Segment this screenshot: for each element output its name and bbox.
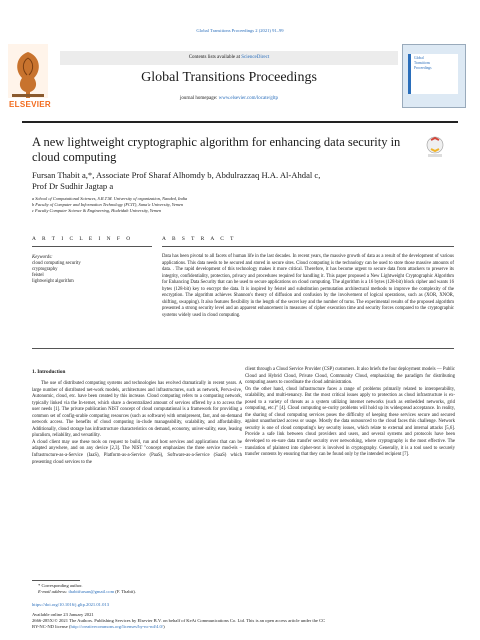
copyright-line: 2666-285X/© 2021 The Authors. Publishing Services by Elsevier B.V. on behalf of KeAi Communications Co. Ltd. This is an open access article under the CC — [32, 618, 326, 623]
affiliation: a School of Computational Sciences, S.R.T.M. University of organization, Nanded, India — [32, 196, 188, 201]
affiliation: c Faculty Computer Science & Engineering, Hodeidah University, Yemen — [32, 208, 162, 213]
journal-cover-title — [408, 54, 458, 94]
abstract-heading: A B S T R A C T — [162, 236, 236, 242]
license-link[interactable]: http://creativecommons.org/licenses/by-nc-nd/4.0/ — [70, 624, 164, 629]
journal-title: Global Transitions Proceedings — [141, 70, 317, 85]
intro-right-column: client through a Cloud Service Provider (CSP) customers. It also briefs the four deployment models — Public Cloud and Hybrid Cloud, Private Cloud, Community Cloud, emphasizing the paradigm for distributing computing assets to coordinate the cloud administration. On the other hand, cloud infrastructure faces a range of problems primarily related to interoperability, scalability, and multi-tenancy. But the most critical issues apply to protection as cloud infrastructure is ex-posed to a variety of threats as a system utilizing internet networks (such as embedded networks, grid computing, etc.)" [4]. Cloud computing se-curity problems will hold up its widespread acceptance. In reality, the sharing of cloud computing services poses the difficulty of keeping these services secure and secured against unauthorized access or usage. Mostly the data outsourced to the cloud faces this challenge. Network security is one of cloud computing's key security issues, which relate to external and internal attacks [5,6]. Provide a safe link between cloud providers and users, and several systems and protocols have been developed to en-sure data transfer security over networking, where cryptography is the most effective. The translation of plaintext into cipher-text is involved in cryptography. Generally, it is a tool used to securely transfer contents by ensuring that they can be found only by the intended recipient [7]. — [245, 367, 455, 458]
email-suffix: (F. Thabit). — [114, 589, 136, 594]
available-online: Available online 23 January 2021 — [32, 612, 94, 617]
doi-link[interactable]: https://doi.org/10.1016/j.gltp.2021.01.013 — [32, 602, 109, 607]
homepage-prefix: journal homepage: — [180, 96, 219, 101]
journal-citation[interactable]: Global Transitions Proceedings 2 (2021) 91–99 — [196, 28, 284, 33]
license-line — [32, 624, 165, 630]
email-link[interactable]: thabitfursan@gmail.com — [68, 589, 115, 594]
sciencedirect-link[interactable]: ScienceDirect — [241, 55, 270, 60]
author-list — [32, 170, 432, 192]
authors-line: Prof Dr Sudhir Jagtap a — [32, 181, 114, 191]
abstract-end-rule — [32, 348, 454, 349]
homepage-link[interactable]: www.elsevier.com/locate/gltp — [218, 96, 278, 101]
elsevier-wordmark: ELSEVIER — [9, 100, 51, 109]
article-info-heading: A R T I C L E I N F O — [32, 236, 133, 242]
intro-left-column: The use of distributed computing systems and technologies has evolved dramatically in recent years. A large number of distributed net-work models, architectures and infrastructures, such as network, Perva-sive, Autonomic, cloud, etc. have been created by this increase. Cloud computing refers to a computing network, typically linked via the In-ternet, which share a decentralized amount of services offered by a to access the user needs [1]. The private publication NIST concept of cloud computational is a framework for providing a common set of config-urable computing resources (such as software) with omnipresent, fast, and on-demand network access. The benefits of cloud computing in-clude manageability, scalability, and affordability. Additionally, cloud storage has infrastructure characteristics on demand, economy, univer-sality, ease, leasing pluralism, reliability, and versatility. A cloud client may use these tools on request to build, run and host services and applications that can be adapted anywhere, and on any device [2,3]. The NIST "concept emphasizes the three service mod-els – Infrastructure-as-a-Service (IaaS), Platform-as-a-Service (PaaS), Software-as-a-Service (SaaS) which presenting cloud services to the — [32, 381, 242, 465]
cover-line: Proceedings — [414, 66, 432, 70]
authors-line: Fursan Thabit a,*, Associate Prof Sharaf Alhomdy b, Abdulrazzaq H.A. Al-Ahdal c, — [32, 170, 321, 180]
keyword: cloud computing security — [32, 261, 81, 266]
email-line — [32, 589, 136, 595]
keyword: cryptography — [32, 267, 58, 272]
keyword: feistel — [32, 273, 44, 278]
cover-line: Transitions — [414, 61, 431, 65]
journal-homepage — [60, 96, 398, 101]
affiliation: b Faculty of Computer and Information Technology (FCIT), Sana'a University, Yemen — [32, 202, 184, 207]
article-title: A new lightweight cryptographic algorithm for enhancing data security in cloud computing — [32, 135, 401, 164]
check-for-updates-icon[interactable] — [424, 136, 446, 158]
cover-line: Global — [414, 56, 424, 60]
footnote-rule — [32, 580, 80, 581]
contents-bar — [60, 51, 398, 65]
email-prefix: E-mail address: — [38, 589, 69, 594]
elsevier-tree-logo — [8, 44, 48, 102]
license-prefix: BY-NC-ND license ( — [32, 624, 71, 629]
contents-prefix: Contents lists available at — [188, 55, 242, 60]
corresponding-note: * Corresponding author. — [38, 583, 83, 588]
license-suffix: ) — [163, 624, 165, 629]
keyword: lightweight algorithm — [32, 279, 74, 284]
abstract-rule — [162, 246, 454, 247]
section-heading: 1. Introduction — [32, 369, 66, 375]
keywords-label: Keywords: — [32, 255, 53, 260]
abstract-text: Data has been pivotal to all facets of human life in the last decades. In recent years, the massive growth of data as a result of the development of various applications. This data needs to be secured and stored in secure sites. Cloud computing is the technology can be used to store those massive amounts of data. . The rapid development of this technology makes it more critical. Therefore, it has become urgent to secure data from attackers to preserve its integrity, confidentiality, protection, privacy and procedures required for handling it. This paper proposed a New Lightweight Cryptographic Algorithm for Enhancing Data Security that can be used to secure applications on cloud computing. The algorithm is a 16 bytes (128-bit) block cipher and wants 16 bytes (128-bit) key to encrypt the data. It is inspired by feistel and substitution permutation architectural methods to improve the complexity of the encryption. The algorithm achieves Shannon's theory of diffusion and confusion by the involvement of logical operations, such as (XOR, XNOR, shifting, swapping). It also features flexibility in the length of the secret key and the number of turns. The experimental results of the proposed algorithm presented a strong security level and an apparent enhancement in measures of cipher execution time and security forces compared to the cryptographic systems widely used in cloud computing. — [162, 254, 454, 318]
header-rule — [22, 121, 458, 123]
info-rule — [32, 246, 152, 247]
